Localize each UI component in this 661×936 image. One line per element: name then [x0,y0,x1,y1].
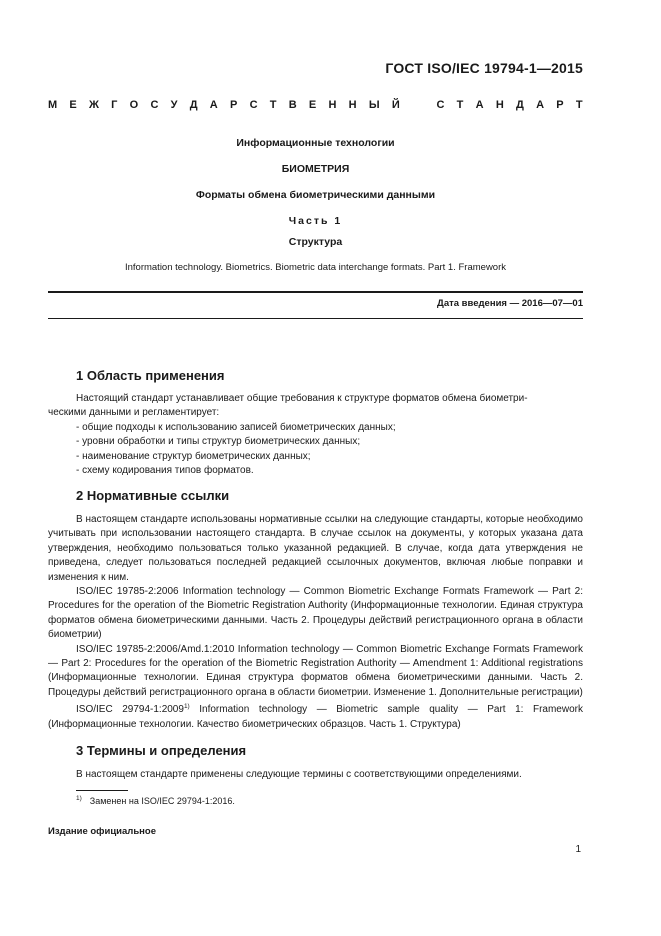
heading-letter: Н [495,99,504,111]
heading-letter: Н [328,99,337,111]
heading-letter: Д [189,99,198,111]
heading-letter: Ы [368,99,380,111]
scope-list [76,421,583,479]
title-subtitle: Форматы обмена биометрическими данными [195,189,436,201]
heading-letter: С [249,99,258,111]
list-item: - схему кодирования типов форматов. [76,465,254,477]
heading-letter: Р [229,99,238,111]
standard-type-heading [48,99,583,111]
heading-letter: Р [556,99,564,111]
title-part: Часть 1 [288,215,343,227]
document-number: ГОСТ ISO/IEC 19794-1—2015 [385,60,583,76]
section-3-para-1: В настоящем стандарте применены следующие термины с соответствующими определениями. [76,769,522,780]
heading-letter: А [209,99,218,111]
heading-letter: С [150,99,159,111]
heading-letter: А [536,99,545,111]
heading-letter: Т [269,99,277,111]
divider-thin [48,318,583,319]
heading-letter: Й [391,99,400,111]
heading-letter: Т [456,99,464,111]
title-english: Information technology. Biometrics. Biometric data interchange formats. Part 1. Framework [124,262,507,273]
heading-letter: Т [575,99,583,111]
heading-letter: Е [308,99,317,111]
section-1-para-line2: ческими данными и регламентирует: [48,407,220,419]
heading-letter: У [170,99,178,111]
section-2-title: 2 Нормативные ссылки [76,488,230,503]
section-1-title: 1 Область применения [76,368,225,383]
heading-letter: О [129,99,139,111]
heading-letter: Ж [88,99,99,111]
section-2-para-2: ISO/IEC 19785-2:2006 Information technology — Common Biometric Exchange Formats Framework — Part 2: Procedures for the operation of the Biometric Registration Authority (Информационные технологии. Единая структура форматов обмена биометрическими данными. Часть 2. Процедуры действий регистрационного органа в области биометрии) [48,586,583,641]
list-item: - наименование структур биометрических данных; [76,450,311,462]
title-group: Информационные технологии [236,137,395,149]
section-1-para-line1: Настоящий стандарт устанавливает общие требования к структуре форматов обмена биометри- [76,393,528,404]
section-1-body [48,392,583,478]
footnote: $^{1)}$ Заменен на ISO/IEC 29794-1:2016. [76,795,235,806]
section-2-para-4: ISO/IEC 29794-1:2009$^{1)}$ Information technology — Biometric sample quality — Part 1: Framework (Информационные технологии. Качество биометрических образцов. Часть 1. Структура) [48,703,583,730]
section-2-para-1: В настоящем стандарте использованы нормативные ссылки на следующие стандарты, которые необходимо учитывать при использовании настоящего стандарта. В случае ссылок на документы, у которых указана дата утверждения, необходимо пользоваться только указанной редакцией. В случае, когда дата утверждения не приведена, следует пользоваться последней редакцией ссылочных документов, включая любые поправки и изменения к ним. [48,514,583,583]
heading-letter: Г [111,99,118,111]
heading-letter: С [436,99,445,111]
divider-thick [48,291,583,293]
footnote-divider [76,790,128,791]
section-3-title: 3 Термины и определения [76,743,247,758]
list-item: - уровни обработки и типы структур биометрических данных; [76,436,361,448]
heading-letter: А [475,99,484,111]
footnote-ref: 1) [183,703,190,711]
section-2-body [48,513,583,732]
heading-letter: М [48,99,58,111]
heading-letter: Д [516,99,524,111]
page-number: 1 [575,844,581,855]
title-main: БИОМЕТРИЯ [281,163,350,175]
section-2-para-3: ISO/IEC 19785-2:2006/Amd.1:2010 Information technology — Common Biometric Exchange Formats Framework — Part 2: Procedures for the operation of the Biometric Registration Authority — Amendment 1: Additional registrations (Информационные технологии. Единая структура форматов обмена биометрическими данными. Часть 2. Процедуры действий регистрационного органа в области биометрии. Изменение 1. Дополнительные регистрации) [48,643,583,698]
list-item: - общие подходы к использованию записей биометрических данных; [76,421,396,433]
official-edition-label: Издание официальное [48,826,156,837]
heading-letter: Е [69,99,77,111]
title-part-name: Структура [288,236,343,248]
introduction-date: Дата введения — 2016—07—01 [437,298,583,309]
heading-letter: Н [348,99,357,111]
heading-letter: В [288,99,297,111]
